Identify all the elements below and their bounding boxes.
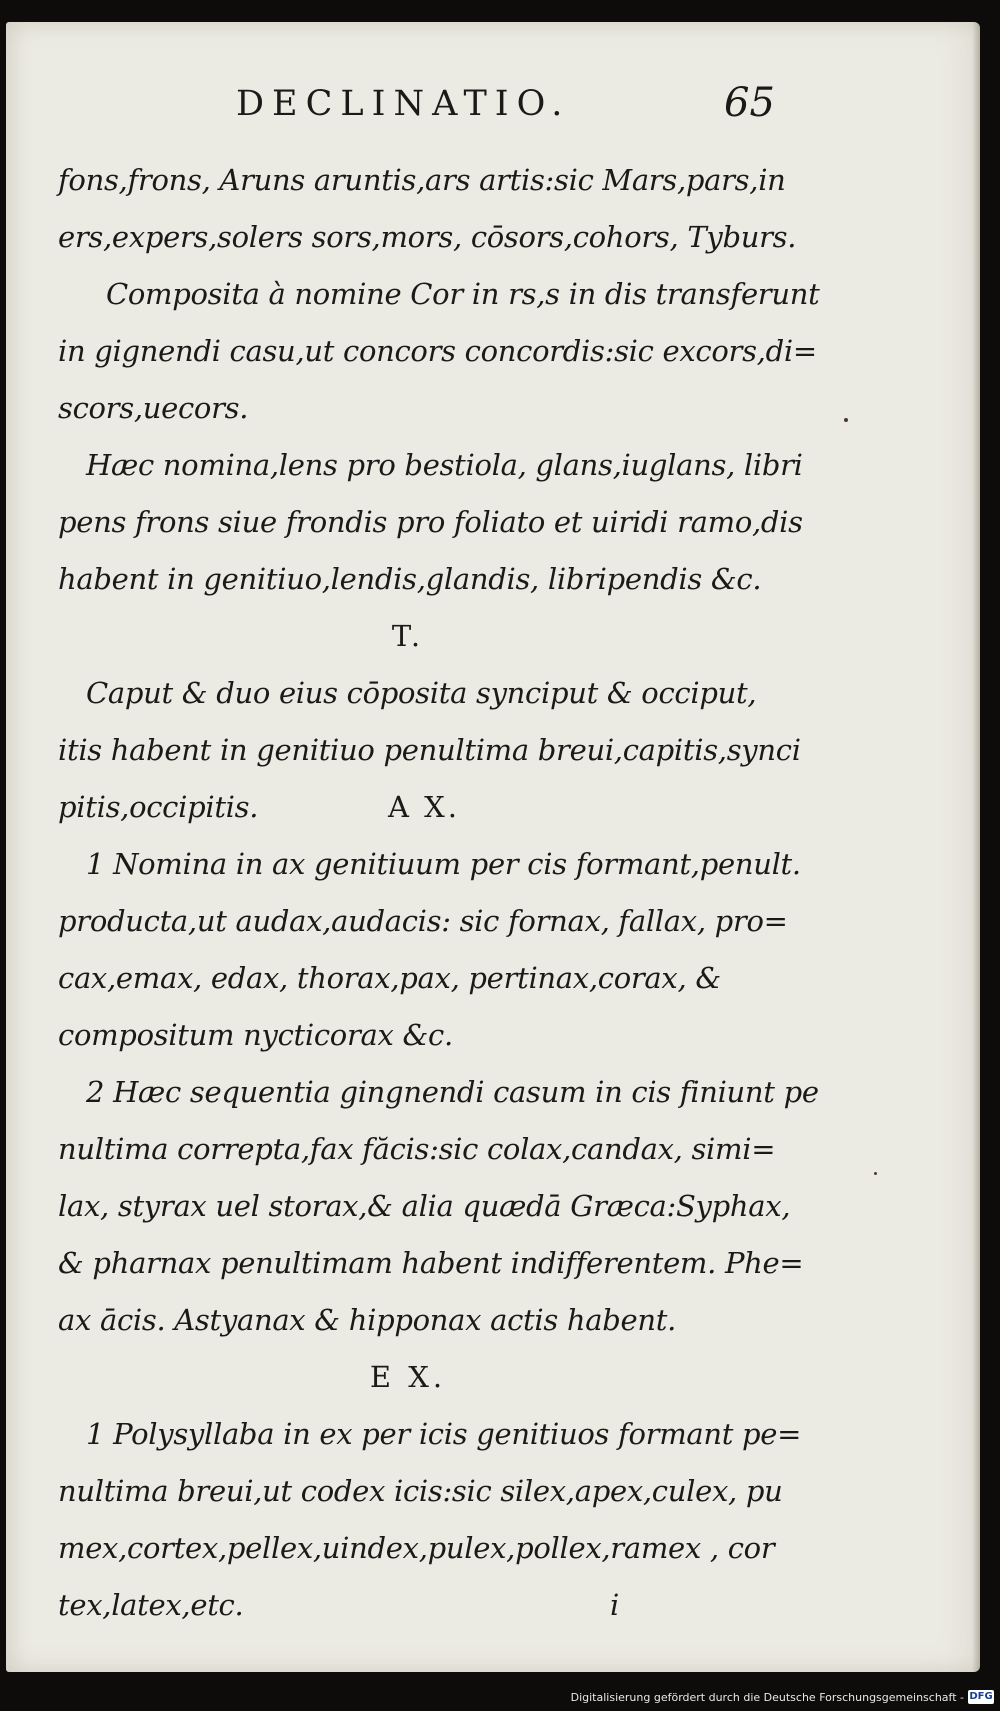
text-line: 1 Polysyllaba in ex per icis genitiuos formant pe=	[86, 1417, 802, 1451]
signature-mark: i	[610, 1588, 619, 1622]
text-line: Composita à nomine Cor in rs,s in dis transferunt	[106, 277, 820, 311]
funding-credit: Digitalisierung gefördert durch die Deutsche Forschungsgemeinschaft -	[570, 1691, 964, 1704]
dfg-logo: DFG	[969, 1691, 993, 1702]
section-heading-t: T.	[391, 619, 425, 653]
text-line: Hæc nomina,lens pro bestiola, glans,iuglans, libri	[86, 448, 803, 482]
running-title: DECLINATIO.	[236, 84, 571, 124]
text-line-with-heading	[58, 779, 758, 836]
text-line: scors,uecors.	[58, 391, 249, 425]
text-line: in gignendi casu,ut concors concordis:sic excors,di=	[58, 334, 817, 368]
text-line: 1 Nomina in ax genitiuum per cis formant,penult.	[86, 847, 801, 881]
text-line: habent in genitiuo,lendis,glandis, libripendis &c.	[58, 562, 762, 596]
book-page	[6, 22, 980, 1672]
section-heading-ax: A X.	[388, 790, 461, 824]
text-line: pens frons siue frondis pro foliato et uiridi ramo,dis	[58, 505, 803, 539]
text-line: ax ācis. Astyanax & hipponax actis habent.	[58, 1303, 676, 1337]
text-line: itis habent in genitiuo penultima breui,capitis,synci	[58, 733, 801, 767]
text-line: mex,cortex,pellex,uindex,pulex,pollex,ramex , cor	[58, 1531, 775, 1565]
text-line: tex,latex,etc.	[58, 1588, 244, 1622]
text-line: & pharnax penultimam habent indifferentem. Phe=	[58, 1246, 804, 1280]
body-text	[58, 152, 820, 1634]
text-line: lax, styrax uel storax,& alia quædā Græca:Syphax,	[58, 1189, 791, 1223]
text-line: nultima correpta,fax făcis:sic colax,candax, simi=	[58, 1132, 776, 1166]
text-line: producta,ut audax,audacis: sic fornax, fallax, pro=	[58, 904, 788, 938]
text-line: 2 Hæc sequentia gingnendi casum in cis finiunt pe	[86, 1075, 819, 1109]
text-line-with-signature	[58, 1577, 758, 1634]
text-line: cax,emax, edax, thorax,pax, pertinax,corax, &	[58, 961, 721, 995]
text-line: fons,frons, Aruns aruntis,ars artis:sic Mars,pars,in	[58, 163, 786, 197]
text-line: nultima breui,ut codex icis:sic silex,apex,culex, pu	[58, 1474, 783, 1508]
section-heading-ex: E X.	[369, 1360, 447, 1394]
text-line: Caput & duo eius cōposita synciput & occiput,	[86, 676, 757, 710]
paper-speck	[844, 418, 848, 422]
text-line: compositum nycticorax &c.	[58, 1018, 453, 1052]
text-line: ers,expers,solers sors,mors, cōsors,cohors, Tyburs.	[58, 220, 797, 254]
page-number: 65	[724, 80, 775, 126]
page-header	[6, 80, 980, 144]
paper-speck	[874, 1172, 877, 1175]
text-line: pitis,occipitis.	[58, 790, 259, 824]
